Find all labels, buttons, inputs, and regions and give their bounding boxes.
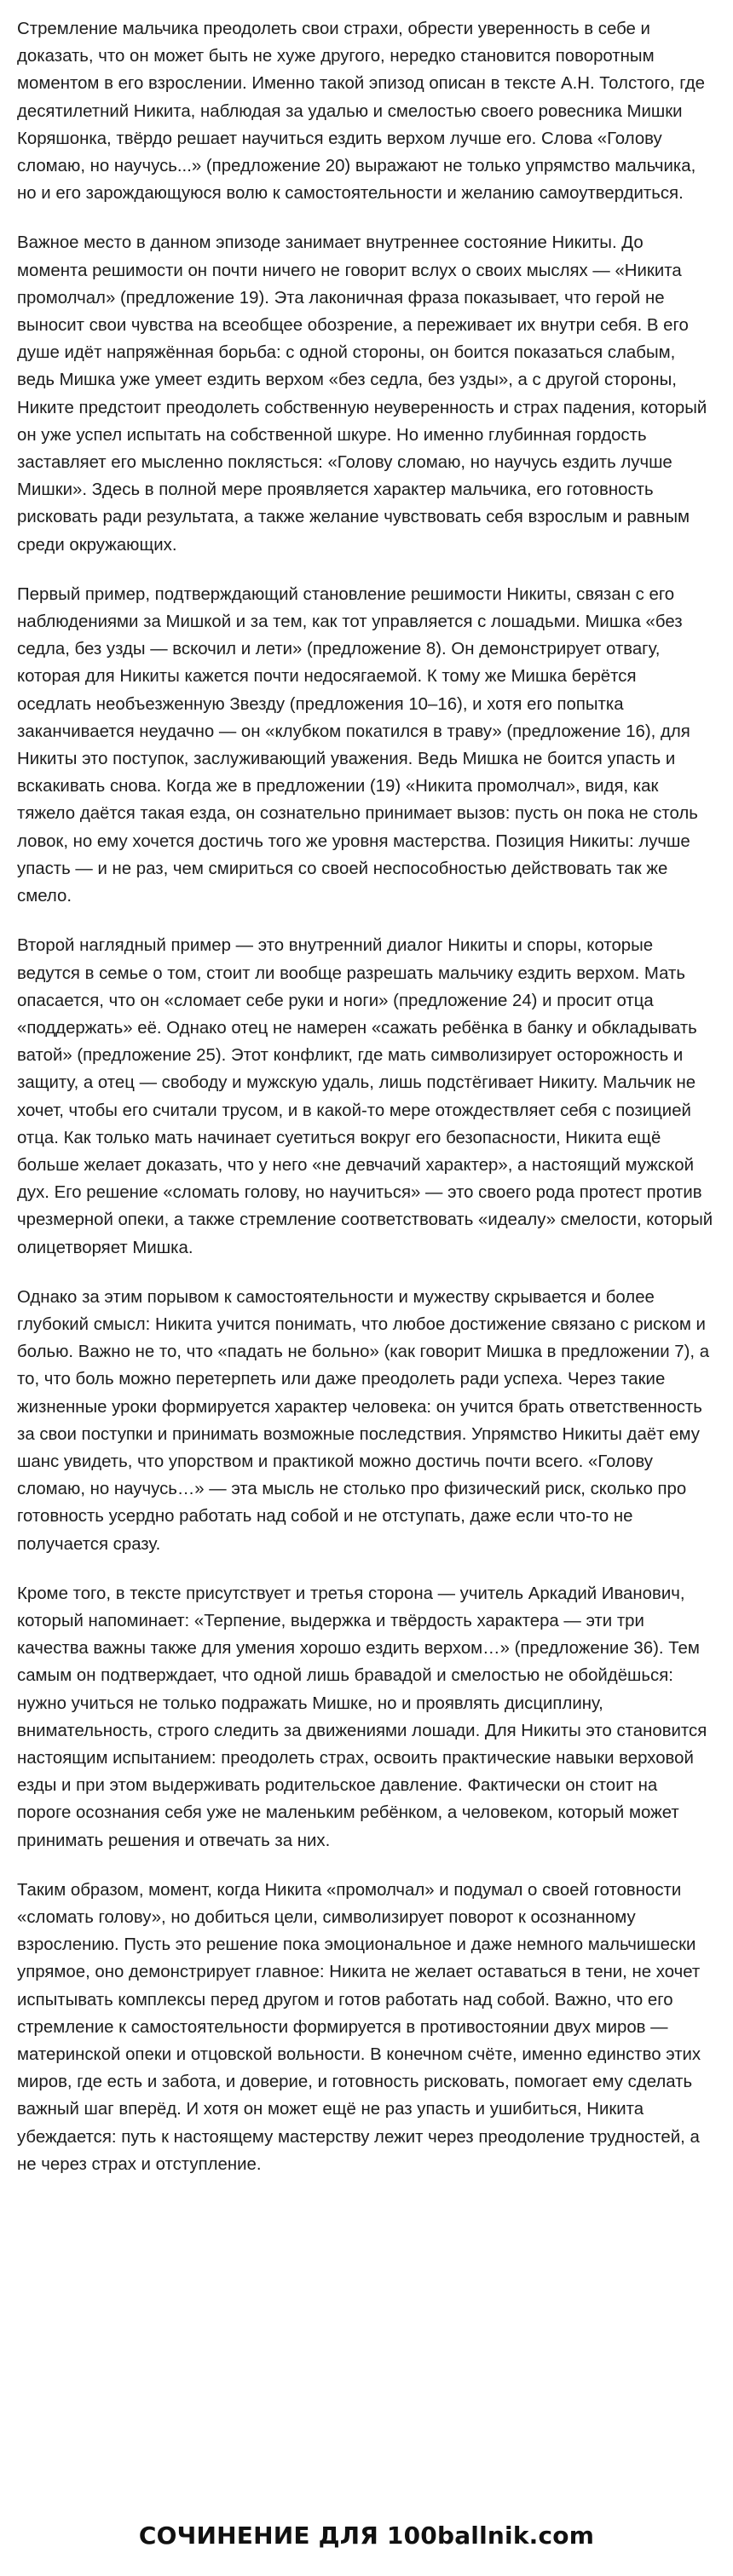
site-watermark-footer: СОЧИНЕНИЕ ДЛЯ 100ballnik.com xyxy=(138,2521,595,2550)
essay-paragraph-6: Кроме того, в тексте присутствует и третья сторона — учитель Аркадий Иванович, который напоминает: «Терпение, выдержка и твёрдость характера — эти три качества важны также для умения хорошо ездить верхом…» (предложение 36). Тем самым он подтверждает, что одной лишь бравадой и смелостью не обойдёшься: нужно учиться не только подражать Мишке, но и проявлять дисциплину, внимательность, строго следить за движениями лошади. Для Никиты это становится настоящим испытанием: преодолеть страх, освоить практические навыки верховой езды и при этом выдерживать родительское давление. Фактически он стоит на пороге осознания себя уже не маленьким ребёнком, а человеком, который может принимать решения и отвечать за них. xyxy=(17,1584,707,1850)
essay-paragraph-7: Таким образом, момент, когда Никита «промолчал» и подумал о своей готовности «сломать голову», но добиться цели, символизирует поворот к осознанному взрослению. Пусть это решение пока эмоциональное и даже немного мальчишески упрямое, оно демонстрирует главное: Никита не желает оставаться в тени, не хочет испытывать комплексы перед другом и готов работать над собой. Важно, что его стремление к самостоятельности формируется в противостоянии двух миров — материнской опеки и отцовской вольности. В конечном счёте, именно единство этих миров, где есть и забота, и доверие, и готовность рисковать, помогает ему сделать важный шаг вперёд. И хотя он может ещё не раз упасть и ушибиться, Никита убеждается: путь к настоящему мастерству лежит через преодоление трудностей, а не через страх и отступление. xyxy=(17,1880,701,2174)
essay-paragraph-1: Стремление мальчика преодолеть свои страхи, обрести уверенность в себе и доказать, что он может быть не хуже другого, нередко становится поворотным моментом в его взрослении. Именно такой эпизод описан в тексте А.Н. Толстого, где десятилетний Никита, наблюдая за удалью и смелостью своего ровесника Мишки Коряшонка, твёрдо решает научиться ездить верхом лучше его. Слова «Голову сломаю, но научусь...» (предложение 20) выражают не только упрямство мальчика, но и его зарождающуюся волю к самостоятельности и желанию самоутвердиться. xyxy=(17,20,706,204)
essay-body xyxy=(17,15,714,2200)
essay-paragraph-5: Однако за этим порывом к самостоятельности и мужеству скрывается и более глубокий смысл: Никита учится понимать, что любое достижение связано с риском и болью. Важно не то, что «падать не больно» (как говорит Мишка в предложении 7), а то, что боль можно перетерпеть или даже преодолеть ради успеха. Через такие жизненные уроки формируется характер человека: он учится брать ответственность за свои поступки и принимать возможные последствия. Упрямство Никиты даёт ему шанс увидеть, что упорством и практикой можно достичь почти всего. «Голову сломаю, но научусь…» — эта мысль не столько про физический риск, сколько про готовность усердно работать над собой и не отступать, даже если что-то не получается сразу. xyxy=(17,1287,710,1554)
essay-paragraph-4: Второй наглядный пример — это внутренний диалог Никиты и споры, которые ведутся в семье о том, стоит ли вообще разрешать мальчику ездить верхом. Мать опасается, что он «сломает себе руки и ноги» (предложение 24) и просит отца «поддержать» её. Однако отец не намерен «сажать ребёнка в банку и обкладывать ватой» (предложение 25). Этот конфликт, где мать символизирует осторожность и защиту, а отец — свободу и мужскую удаль, лишь подстёгивает Никиту. Мальчик не хочет, чтобы его считали трусом, и в какой-то мере отождествляет себя с позицией отца. Как только мать начинает суетиться вокруг его безопасности, Никита ещё больше желает доказать, что у него «не девчачий характер», а настоящий мужской дух. Его решение «сломать голову, но научиться» — это своего рода протест против чрезмерной опеки, а также стремление соответствовать «идеалу» смелости, который олицетворяет Мишка. xyxy=(17,936,713,1257)
essay-paragraph-2: Важное место в данном эпизоде занимает внутреннее состояние Никиты. До момента решимости он почти ничего не говорит вслух о своих мыслях — «Никита промолчал» (предложение 19). Эта лаконичная фраза показывает, что герой не выносит свои чувства на всеобщее обозрение, а переживает их внутри себя. В его душе идёт напряжённая борьба: с одной стороны, он боится показаться слабым, ведь Мишка уже умеет ездить верхом «без седла, без узды», а с другой стороны, Никите предстоит преодолеть собственную неуверенность и страх падения, который он уже успел испытать на собственной шкуре. Но именно глубинная гордость заставляет его мысленно поклясться: «Голову сломаю, но научусь ездить лучше Мишки». Здесь в полной мере проявляется характер мальчика, его готовность рисковать ради результата, а также желание чувствовать себя взрослым и равным среди окружающих. xyxy=(17,233,707,555)
essay-paragraph-3: Первый пример, подтверждающий становление решимости Никиты, связан с его наблюдениями за Мишкой и за тем, как тот управляется с лошадьми. Мишка «без седла, без узды — вскочил и лети» (предложение 8). Он демонстрирует отвагу, которая для Никиты кажется почти недосягаемой. К тому же Мишка берётся оседлать необъезженную Звезду (предложения 10–16), и хотя его попытка заканчивается неудачно — он «клубком покатился в траву» (предложение 16), для Никиты это поступок, заслуживающий уважения. Ведь Мишка не боится упасть и вскакивать снова. Когда же в предложении (19) «Никита промолчал», видя, как тяжело даётся такая езда, он сознательно принимает вызов: пусть он пока не столь ловок, но ему хочется достичь того же уровня мастерства. Позиция Никиты: лучше упасть — и не раз, чем смириться со своей неспособностью действовать так же смело. xyxy=(17,584,698,906)
